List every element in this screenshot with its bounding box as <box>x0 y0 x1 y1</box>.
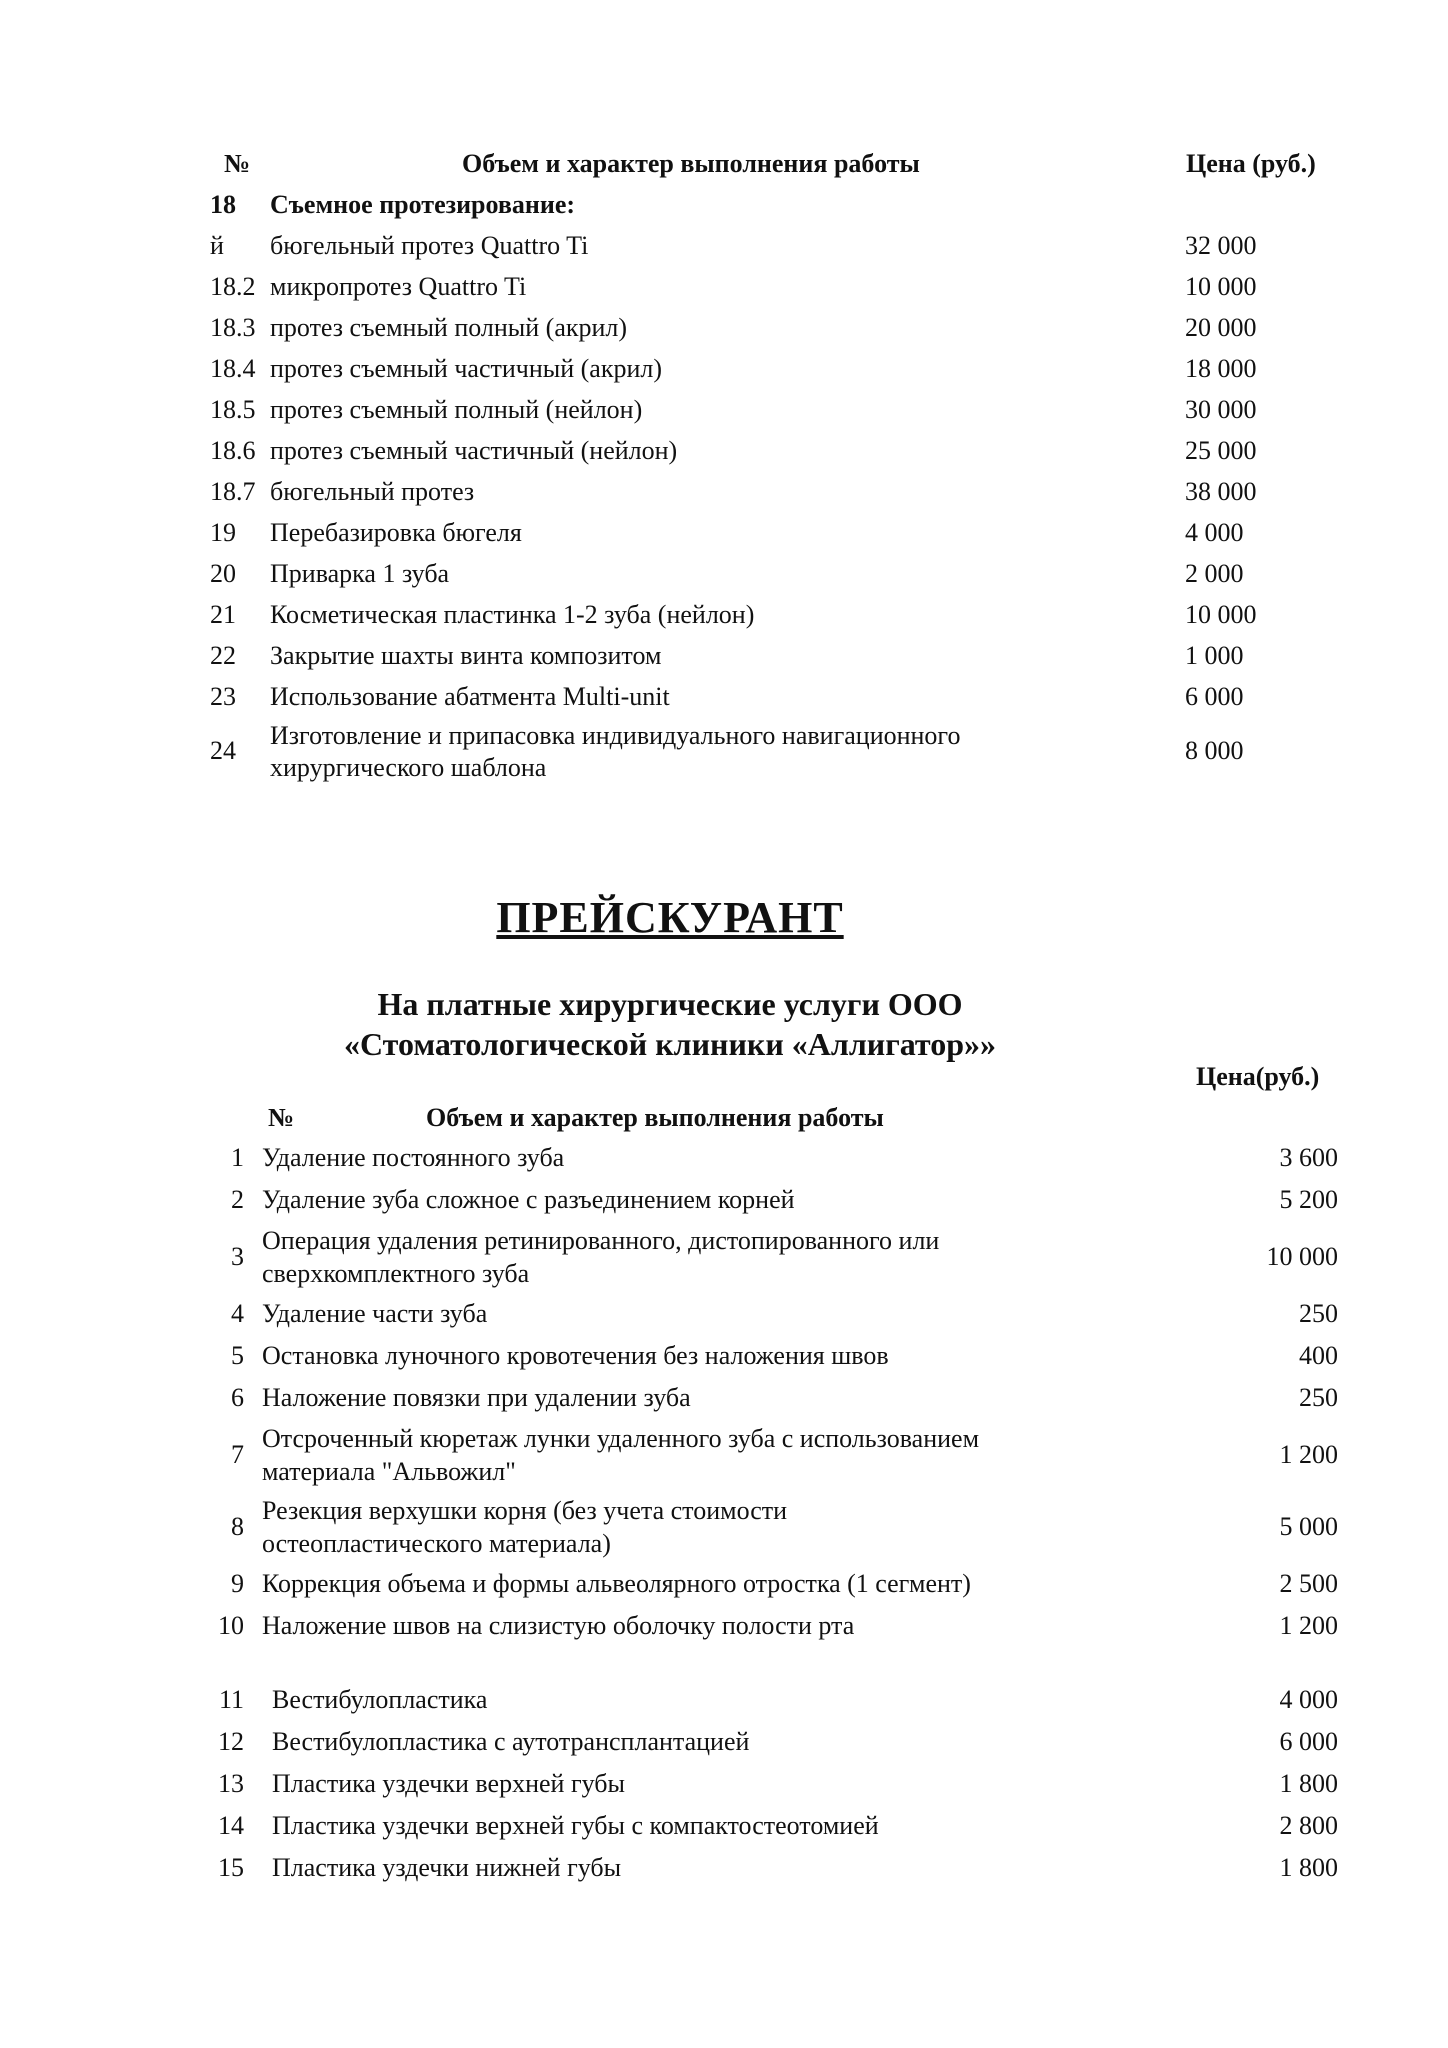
row-price: 5 000 <box>1279 1512 1338 1541</box>
header-price: Цена (руб.) <box>1186 149 1316 178</box>
table-row <box>208 1221 1338 1293</box>
row-num: 18.5 <box>210 395 256 424</box>
table-row <box>208 512 1338 553</box>
row-price: 18 000 <box>1185 354 1257 383</box>
row-desc: Закрытие шахты винта композитом <box>270 641 662 670</box>
table-row <box>208 1805 1338 1847</box>
row-num: 6 <box>231 1383 244 1412</box>
row-desc: Вестибулопластика с аутотрансплантацией <box>272 1727 750 1756</box>
row-desc: Удаление части зуба <box>262 1299 488 1328</box>
row-desc: Остановка луночного кровотечения без наложения швов <box>262 1341 889 1370</box>
row-desc-line2: остеопластического материала) <box>262 1529 611 1558</box>
row-desc: Пластика уздечки верхней губы <box>272 1769 625 1798</box>
table-row <box>208 1679 1338 1721</box>
row-desc <box>262 1224 1082 1290</box>
row-price: 6 000 <box>1185 682 1244 711</box>
row-price: 400 <box>1299 1341 1338 1370</box>
row-price: 10 000 <box>1185 600 1257 629</box>
header-desc: Объем и характер выполнения работы <box>426 1103 884 1132</box>
row-price: 1 200 <box>1279 1611 1338 1640</box>
row-price: 6 000 <box>1279 1727 1338 1756</box>
table-row <box>208 553 1338 594</box>
table-gap <box>208 1647 1338 1679</box>
table-row <box>208 1419 1338 1491</box>
row-desc: протез съемный полный (акрил) <box>270 313 628 342</box>
row-price: 30 000 <box>1185 395 1257 424</box>
row-num: 1 <box>231 1143 244 1172</box>
row-price: 38 000 <box>1185 477 1257 506</box>
table-row <box>208 717 1338 785</box>
row-desc-line2: материала "Альвожил" <box>262 1457 516 1486</box>
row-num: й <box>210 231 224 260</box>
section-row <box>208 184 1338 225</box>
table-row <box>208 389 1338 430</box>
row-desc <box>262 1422 1082 1488</box>
table-row <box>208 1721 1338 1763</box>
row-price: 4 000 <box>1279 1685 1338 1714</box>
row-price: 3 600 <box>1279 1143 1338 1172</box>
row-price: 4 000 <box>1185 518 1244 547</box>
row-desc-line1: Изготовление и припасовка индивидуального навигационного <box>270 721 961 750</box>
row-num: 20 <box>210 559 236 588</box>
price-column-header: Цена(руб.) <box>1196 1062 1320 1091</box>
page-subtitle <box>0 984 1340 1064</box>
row-desc: микропротез Quattro Ti <box>270 272 527 301</box>
row-desc-line1: Резекция верхушки корня (без учета стоимости <box>262 1496 788 1525</box>
row-price: 1 800 <box>1279 1853 1338 1882</box>
table-row <box>208 225 1338 266</box>
table-row <box>208 635 1338 676</box>
page-title: ПРЕЙСКУРАНТ <box>496 893 844 942</box>
row-num: 12 <box>218 1727 244 1756</box>
row-desc: Перебазировка бюгеля <box>270 518 522 547</box>
row-desc: протез съемный частичный (акрил) <box>270 354 663 383</box>
table-row <box>208 471 1338 512</box>
table-row <box>208 1335 1338 1377</box>
row-desc: Пластика уздечки нижней губы <box>272 1853 622 1882</box>
header-num: № <box>224 149 251 178</box>
table-row <box>208 1293 1338 1335</box>
row-num: 18.3 <box>210 313 256 342</box>
section-num: 18 <box>210 190 236 219</box>
row-desc <box>270 720 1070 784</box>
row-num: 2 <box>231 1185 244 1214</box>
table-row <box>208 348 1338 389</box>
row-num: 19 <box>210 518 236 547</box>
row-num: 14 <box>218 1811 244 1840</box>
row-num: 15 <box>218 1853 244 1882</box>
row-num: 13 <box>218 1769 244 1798</box>
row-desc <box>262 1494 1082 1560</box>
row-desc: Вестибулопластика <box>272 1685 488 1714</box>
table-row <box>208 1377 1338 1419</box>
row-price: 2 500 <box>1279 1569 1338 1598</box>
row-desc: Наложение повязки при удалении зуба <box>262 1383 691 1412</box>
row-price: 1 800 <box>1279 1769 1338 1798</box>
row-num: 7 <box>231 1440 244 1469</box>
table-row <box>208 1179 1338 1221</box>
table-row <box>208 594 1338 635</box>
table-row <box>208 1137 1338 1179</box>
row-num: 5 <box>231 1341 244 1370</box>
row-desc: Коррекция объема и формы альвеолярного отростка (1 сегмент) <box>262 1569 971 1598</box>
row-num: 3 <box>231 1242 244 1271</box>
row-num: 18.7 <box>210 477 256 506</box>
table-header <box>208 1099 1338 1137</box>
row-price: 250 <box>1299 1299 1338 1328</box>
row-desc: Удаление постоянного зуба <box>262 1143 565 1172</box>
row-price: 2 000 <box>1185 559 1244 588</box>
row-desc: Использование абатмента Multi-unit <box>270 682 670 711</box>
table-row <box>208 1605 1338 1647</box>
subtitle-line1: На платные хирургические услуги ООО <box>377 986 963 1022</box>
table-header <box>208 143 1338 184</box>
row-num: 4 <box>231 1299 244 1328</box>
table-row <box>208 1847 1338 1889</box>
row-desc: протез съемный полный (нейлон) <box>270 395 643 424</box>
row-desc-line1: Отсроченный кюретаж лунки удаленного зуба с использованием <box>262 1424 980 1453</box>
row-num: 23 <box>210 682 236 711</box>
row-num: 22 <box>210 641 236 670</box>
row-num: 10 <box>218 1611 244 1640</box>
table-row <box>208 1763 1338 1805</box>
table-row <box>208 676 1338 717</box>
table-row <box>208 430 1338 471</box>
row-price: 1 000 <box>1185 641 1244 670</box>
row-desc: протез съемный частичный (нейлон) <box>270 436 678 465</box>
row-price: 2 800 <box>1279 1811 1338 1840</box>
row-num: 11 <box>218 1685 244 1714</box>
row-price: 25 000 <box>1185 436 1257 465</box>
row-desc: Пластика уздечки верхней губы с компактостеотомией <box>272 1811 879 1840</box>
table-row <box>208 1563 1338 1605</box>
row-desc: Удаление зуба сложное с разъединением корней <box>262 1185 795 1214</box>
table-row <box>208 266 1338 307</box>
row-price: 10 000 <box>1266 1242 1338 1271</box>
row-desc: бюгельный протез <box>270 477 475 506</box>
row-num: 18.6 <box>210 436 256 465</box>
row-desc: Приварка 1 зуба <box>270 559 450 588</box>
row-price: 5 200 <box>1279 1185 1338 1214</box>
row-desc-line1: Операция удаления ретинированного, дистопированного или <box>262 1226 940 1255</box>
row-price: 10 000 <box>1185 272 1257 301</box>
row-num: 8 <box>231 1512 244 1541</box>
row-num: 9 <box>231 1569 244 1598</box>
table-row <box>208 307 1338 348</box>
row-price: 32 000 <box>1185 231 1257 260</box>
row-num: 21 <box>210 600 236 629</box>
row-price: 250 <box>1299 1383 1338 1412</box>
header-desc: Объем и характер выполнения работы <box>462 149 920 178</box>
row-desc: Косметическая пластинка 1-2 зуба (нейлон) <box>270 600 755 629</box>
row-num: 18.2 <box>210 272 256 301</box>
row-desc-line2: хирургического шаблона <box>270 753 547 782</box>
subtitle-line2: «Стоматологической клиники «Аллигатор»» <box>343 1026 997 1062</box>
row-desc: бюгельный протез Quattro Ti <box>270 231 589 260</box>
row-desc: Наложение швов на слизистую оболочку полости рта <box>262 1611 855 1640</box>
header-num: № <box>268 1103 295 1132</box>
row-desc-line2: сверхкомплектного зуба <box>262 1259 530 1288</box>
table-row <box>208 1491 1338 1563</box>
row-price: 8 000 <box>1185 736 1244 765</box>
prosthetics-price-table <box>208 143 1338 785</box>
surgery-price-table <box>208 1099 1338 1889</box>
row-price: 20 000 <box>1185 313 1257 342</box>
section-title: Съемное протезирование: <box>270 190 576 219</box>
row-price: 1 200 <box>1279 1440 1338 1469</box>
row-num: 24 <box>210 736 236 765</box>
row-num: 18.4 <box>210 354 256 383</box>
